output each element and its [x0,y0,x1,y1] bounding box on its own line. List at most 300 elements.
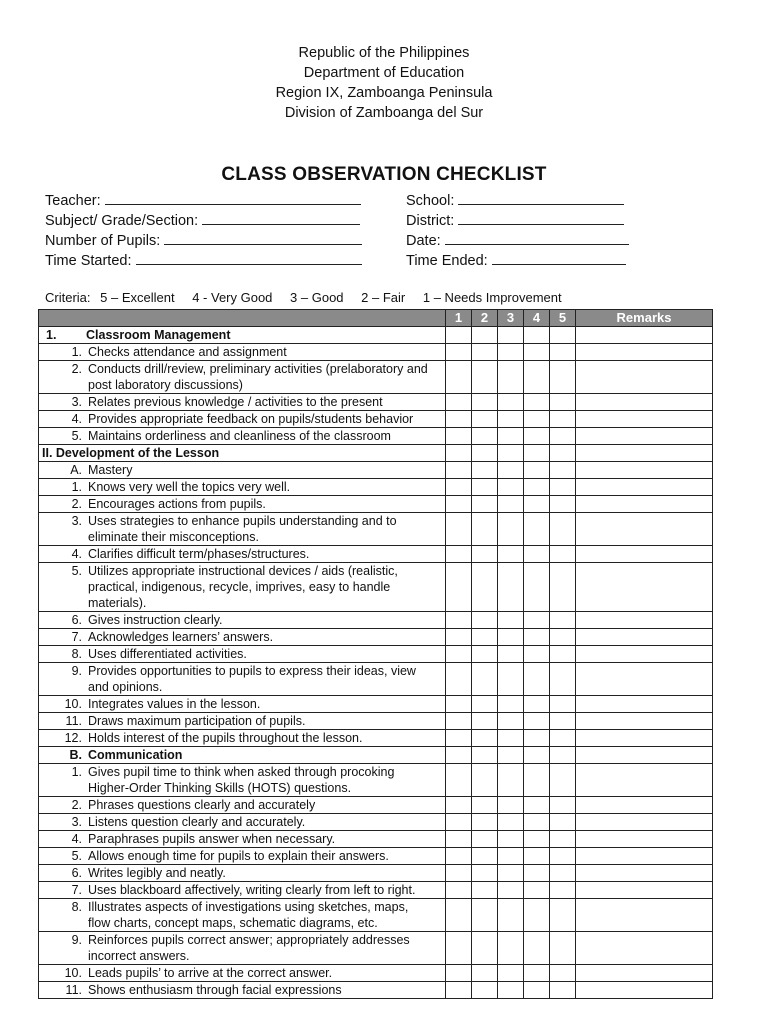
indicator-cell [39,394,446,411]
pupils-label: Number of Pupils: [45,233,161,249]
rating-cell-1[interactable] [446,747,472,764]
rating-cell-1[interactable] [446,411,472,428]
rating-cell-1[interactable] [446,445,472,462]
item-number: 11. [65,983,82,997]
remarks-cell[interactable] [576,327,713,344]
indicator-cell [39,865,446,882]
item-number: 7. [71,630,82,644]
table-row [39,546,713,563]
item-number: 12. [64,731,82,745]
rating-cell-3[interactable] [498,646,524,663]
rating-cell-2[interactable] [472,797,498,814]
header-republic: Republic of the Philippines [298,45,470,61]
indicator-cell [39,663,446,696]
rating-cell-5[interactable] [550,848,576,865]
item-text: Provides appropriate feedback on pupils/students behavior [88,412,414,426]
rating-cell-4[interactable] [524,831,550,848]
rating-cell-4[interactable] [524,882,550,899]
item-text: Clarifies difficult term/phases/structures. [88,547,310,561]
pupils-field [45,231,362,249]
remarks-cell[interactable] [576,462,713,479]
rating-cell-1[interactable] [446,814,472,831]
rating-cell-3[interactable] [498,513,524,546]
header-region: Region IX, Zamboanga Peninsula [275,85,493,101]
rating-cell-2[interactable] [472,882,498,899]
item-number: 6. [71,866,82,880]
item-number: 7. [71,883,82,897]
item-text: Paraphrases pupils answer when necessary. [88,832,336,846]
remarks-cell[interactable] [576,629,713,646]
checklist-body [39,327,713,999]
rating-cell-4[interactable] [524,646,550,663]
table-row [39,327,713,344]
table-header-row [39,310,713,327]
teacher-field [45,191,361,209]
subject-input-line[interactable] [202,211,360,225]
time-ended-input-line[interactable] [492,251,626,265]
remarks-cell[interactable] [576,646,713,663]
remarks-cell[interactable] [576,696,713,713]
table-row [39,496,713,513]
rating-cell-3[interactable] [498,462,524,479]
item-number: 5. [71,564,82,578]
rating-cell-5[interactable] [550,814,576,831]
rating-cell-2[interactable] [472,696,498,713]
rating-cell-4[interactable] [524,747,550,764]
rating-cell-5[interactable] [550,563,576,612]
rating-cell-3[interactable] [498,479,524,496]
table-row [39,965,713,982]
criteria-label: Criteria: [45,290,91,305]
rating-cell-1[interactable] [446,730,472,747]
rating-cell-3[interactable] [498,932,524,965]
indicator-cell [39,496,446,513]
checklist-table [38,309,713,999]
rating-cell-5[interactable] [550,612,576,629]
indicator-cell [39,696,446,713]
indicator-cell [39,428,446,445]
rating-cell-4[interactable] [524,764,550,797]
rating-cell-3[interactable] [498,899,524,932]
item-number: 1. [46,328,57,342]
school-field [406,191,624,209]
rating-cell-5[interactable] [550,713,576,730]
rating-cell-4[interactable] [524,797,550,814]
remarks-cell[interactable] [576,428,713,445]
rating-cell-1[interactable] [446,965,472,982]
rating-cell-4[interactable] [524,361,550,394]
rating-cell-2[interactable] [472,831,498,848]
time-ended-label: Time Ended: [406,253,488,269]
remarks-cell[interactable] [576,865,713,882]
rating-cell-4[interactable] [524,462,550,479]
rating-cell-2[interactable] [472,496,498,513]
remarks-cell[interactable] [576,479,713,496]
rating-cell-1[interactable] [446,982,472,999]
rating-cell-1[interactable] [446,327,472,344]
item-number: 1. [71,345,82,359]
rating-cell-1[interactable] [446,612,472,629]
rating-cell-1[interactable] [446,696,472,713]
rating-cell-1[interactable] [446,882,472,899]
rating-cell-4[interactable] [524,848,550,865]
rating-cell-4[interactable] [524,899,550,932]
item-text: Utilizes appropriate instructional devices / aids (realistic, practical, indigenous, recycle, imprives, easy to handle materials). [88,564,398,610]
rating-cell-3[interactable] [498,445,524,462]
school-label: School: [406,193,455,209]
criteria-legend [45,290,576,305]
subject-label: Subject/ Grade/Section: [45,213,199,229]
indicator-cell [39,327,446,344]
rating-cell-5[interactable] [550,899,576,932]
document-header [0,43,768,123]
rating-cell-2[interactable] [472,713,498,730]
rating-cell-5[interactable] [550,747,576,764]
rating-cell-1[interactable] [446,932,472,965]
table-row [39,344,713,361]
rating-cell-4[interactable] [524,327,550,344]
rating-cell-1[interactable] [446,899,472,932]
table-row [39,411,713,428]
indicator-cell [39,713,446,730]
item-text: Draws maximum participation of pupils. [88,714,306,728]
item-text: Conducts drill/review, preliminary activities (prelaboratory and post laboratory discussions) [88,362,428,392]
item-text: Checks attendance and assignment [88,345,287,359]
criteria-3: 3 – Good [290,290,344,305]
rating-cell-4[interactable] [524,546,550,563]
rating-cell-4[interactable] [524,932,550,965]
item-number: 2. [71,798,82,812]
remarks-cell[interactable] [576,764,713,797]
rating-cell-2[interactable] [472,663,498,696]
rating-cell-2[interactable] [472,865,498,882]
rating-cell-2[interactable] [472,965,498,982]
rating-cell-3[interactable] [498,831,524,848]
rating-cell-5[interactable] [550,831,576,848]
remarks-cell[interactable] [576,747,713,764]
rating-cell-2[interactable] [472,411,498,428]
rating-cell-1[interactable] [446,563,472,612]
teacher-input-line[interactable] [105,191,361,205]
remarks-cell[interactable] [576,663,713,696]
indicator-cell [39,411,446,428]
table-row [39,361,713,394]
rating-cell-5[interactable] [550,965,576,982]
item-number: 8. [71,900,82,914]
item-text: Allows enough time for pupils to explain their answers. [88,849,389,863]
rating-cell-3[interactable] [498,747,524,764]
item-text: Uses differentiated activities. [88,647,247,661]
district-input-line[interactable] [458,211,624,225]
remarks-cell[interactable] [576,882,713,899]
rating-cell-1[interactable] [446,462,472,479]
rating-cell-5[interactable] [550,445,576,462]
rating-cell-2[interactable] [472,730,498,747]
rating-cell-5[interactable] [550,479,576,496]
rating-cell-3[interactable] [498,696,524,713]
rating-cell-3[interactable] [498,730,524,747]
rating-cell-4[interactable] [524,411,550,428]
rating-cell-2[interactable] [472,932,498,965]
rating-cell-3[interactable] [498,982,524,999]
rating-cell-1[interactable] [446,546,472,563]
subject-field [45,211,360,229]
time-started-input-line[interactable] [136,251,362,265]
rating-cell-2[interactable] [472,513,498,546]
rating-cell-2[interactable] [472,445,498,462]
rating-cell-3[interactable] [498,629,524,646]
rating-cell-5[interactable] [550,411,576,428]
rating-cell-3[interactable] [498,428,524,445]
rating-cell-2[interactable] [472,814,498,831]
remarks-cell[interactable] [576,899,713,932]
indicator-cell [39,612,446,629]
remarks-cell[interactable] [576,394,713,411]
remarks-cell[interactable] [576,361,713,394]
section-title: II. Development of the Lesson [42,446,220,460]
rating-cell-3[interactable] [498,546,524,563]
rating-cell-2[interactable] [472,428,498,445]
rating-cell-1[interactable] [446,428,472,445]
section-title: Communication [88,748,183,762]
table-row [39,865,713,882]
item-text: Encourages actions from pupils. [88,497,266,511]
table-row [39,982,713,999]
item-text: Mastery [88,463,133,477]
rating-cell-4[interactable] [524,428,550,445]
table-row [39,730,713,747]
rating-cell-1[interactable] [446,764,472,797]
remarks-cell[interactable] [576,730,713,747]
item-number: B. [69,748,82,762]
rating-cell-1[interactable] [446,865,472,882]
rating-cell-5[interactable] [550,394,576,411]
rating-cell-5[interactable] [550,663,576,696]
rating-cell-4[interactable] [524,663,550,696]
rating-cell-3[interactable] [498,394,524,411]
indicator-cell [39,445,446,462]
indicator-cell [39,361,446,394]
rating-cell-5[interactable] [550,513,576,546]
rating-cell-1[interactable] [446,479,472,496]
item-text: Integrates values in the lesson. [88,697,261,711]
header-rating-2: 2 [472,310,498,327]
rating-cell-2[interactable] [472,612,498,629]
rating-cell-2[interactable] [472,327,498,344]
item-number: 1. [71,765,82,779]
indicator-cell [39,462,446,479]
item-number: 11. [65,714,82,728]
rating-cell-5[interactable] [550,932,576,965]
indicator-cell [39,646,446,663]
table-row [39,814,713,831]
rating-cell-2[interactable] [472,982,498,999]
rating-cell-5[interactable] [550,546,576,563]
rating-cell-5[interactable] [550,882,576,899]
table-row [39,932,713,965]
rating-cell-1[interactable] [446,646,472,663]
remarks-cell[interactable] [576,513,713,546]
rating-cell-4[interactable] [524,445,550,462]
school-input-line[interactable] [458,191,624,205]
header-rating-5: 5 [550,310,576,327]
rating-cell-3[interactable] [498,496,524,513]
rating-cell-2[interactable] [472,764,498,797]
item-text: Knows very well the topics very well. [88,480,291,494]
table-row [39,696,713,713]
rating-cell-1[interactable] [446,831,472,848]
remarks-cell[interactable] [576,848,713,865]
remarks-cell[interactable] [576,546,713,563]
rating-cell-5[interactable] [550,764,576,797]
rating-cell-1[interactable] [446,797,472,814]
remarks-cell[interactable] [576,982,713,999]
rating-cell-3[interactable] [498,663,524,696]
rating-cell-3[interactable] [498,612,524,629]
rating-cell-5[interactable] [550,797,576,814]
rating-cell-4[interactable] [524,612,550,629]
rating-cell-1[interactable] [446,394,472,411]
rating-cell-4[interactable] [524,865,550,882]
rating-cell-1[interactable] [446,361,472,394]
remarks-cell[interactable] [576,411,713,428]
rating-cell-2[interactable] [472,361,498,394]
rating-cell-3[interactable] [498,797,524,814]
table-row [39,663,713,696]
rating-cell-3[interactable] [498,713,524,730]
indicator-cell [39,814,446,831]
rating-cell-1[interactable] [446,713,472,730]
rating-cell-2[interactable] [472,563,498,612]
rating-cell-5[interactable] [550,696,576,713]
item-text: Maintains orderliness and cleanliness of the classroom [88,429,391,443]
time-started-field [45,251,362,269]
rating-cell-1[interactable] [446,344,472,361]
remarks-cell[interactable] [576,713,713,730]
rating-cell-4[interactable] [524,629,550,646]
rating-cell-5[interactable] [550,629,576,646]
rating-cell-2[interactable] [472,479,498,496]
rating-cell-4[interactable] [524,814,550,831]
rating-cell-4[interactable] [524,982,550,999]
rating-cell-1[interactable] [446,663,472,696]
item-number: 3. [71,514,82,528]
rating-cell-3[interactable] [498,764,524,797]
remarks-cell[interactable] [576,965,713,982]
item-number: 10. [64,697,82,711]
item-text: Writes legibly and neatly. [88,866,226,880]
pupils-input-line[interactable] [164,231,362,245]
table-row [39,612,713,629]
item-number: 10. [64,966,82,980]
rating-cell-5[interactable] [550,327,576,344]
rating-cell-5[interactable] [550,865,576,882]
criteria-2: 2 – Fair [361,290,406,305]
rating-cell-5[interactable] [550,361,576,394]
rating-cell-3[interactable] [498,865,524,882]
rating-cell-4[interactable] [524,713,550,730]
indicator-cell [39,764,446,797]
rating-cell-5[interactable] [550,730,576,747]
remarks-cell[interactable] [576,496,713,513]
remarks-cell[interactable] [576,797,713,814]
date-label: Date: [406,233,441,249]
rating-cell-2[interactable] [472,344,498,361]
rating-cell-3[interactable] [498,848,524,865]
rating-cell-5[interactable] [550,344,576,361]
time-ended-field [406,251,626,269]
remarks-cell[interactable] [576,563,713,612]
remarks-cell[interactable] [576,344,713,361]
item-number: 9. [71,664,82,678]
rating-cell-2[interactable] [472,462,498,479]
item-text: Provides opportunities to pupils to express their ideas, view and opinions. [88,664,416,694]
remarks-cell[interactable] [576,932,713,965]
rating-cell-5[interactable] [550,496,576,513]
rating-cell-2[interactable] [472,646,498,663]
remarks-cell[interactable] [576,814,713,831]
rating-cell-2[interactable] [472,747,498,764]
item-text: Uses strategies to enhance pupils understanding and to eliminate their misconceptions. [88,514,397,544]
rating-cell-5[interactable] [550,428,576,445]
header-rating-3: 3 [498,310,524,327]
rating-cell-4[interactable] [524,479,550,496]
rating-cell-1[interactable] [446,629,472,646]
remarks-cell[interactable] [576,831,713,848]
rating-cell-3[interactable] [498,814,524,831]
rating-cell-3[interactable] [498,344,524,361]
rating-cell-3[interactable] [498,882,524,899]
remarks-cell[interactable] [576,612,713,629]
criteria-4: 4 - Very Good [192,290,273,305]
rating-cell-3[interactable] [498,965,524,982]
rating-cell-4[interactable] [524,496,550,513]
rating-cell-1[interactable] [446,848,472,865]
rating-cell-1[interactable] [446,513,472,546]
item-number: 3. [71,815,82,829]
table-row [39,747,713,764]
rating-cell-2[interactable] [472,546,498,563]
remarks-cell[interactable] [576,445,713,462]
rating-cell-5[interactable] [550,462,576,479]
table-row [39,563,713,612]
rating-cell-2[interactable] [472,629,498,646]
rating-cell-3[interactable] [498,563,524,612]
rating-cell-2[interactable] [472,394,498,411]
rating-cell-4[interactable] [524,344,550,361]
rating-cell-4[interactable] [524,965,550,982]
rating-cell-4[interactable] [524,513,550,546]
rating-cell-5[interactable] [550,646,576,663]
indicator-cell [39,747,446,764]
rating-cell-1[interactable] [446,496,472,513]
rating-cell-4[interactable] [524,696,550,713]
rating-cell-4[interactable] [524,563,550,612]
rating-cell-4[interactable] [524,394,550,411]
rating-cell-3[interactable] [498,361,524,394]
rating-cell-4[interactable] [524,730,550,747]
rating-cell-5[interactable] [550,982,576,999]
rating-cell-3[interactable] [498,411,524,428]
date-input-line[interactable] [445,231,629,245]
rating-cell-3[interactable] [498,327,524,344]
indicator-cell [39,831,446,848]
rating-cell-2[interactable] [472,848,498,865]
rating-cell-2[interactable] [472,899,498,932]
table-row [39,882,713,899]
indicator-cell [39,899,446,932]
indicator-cell [39,848,446,865]
